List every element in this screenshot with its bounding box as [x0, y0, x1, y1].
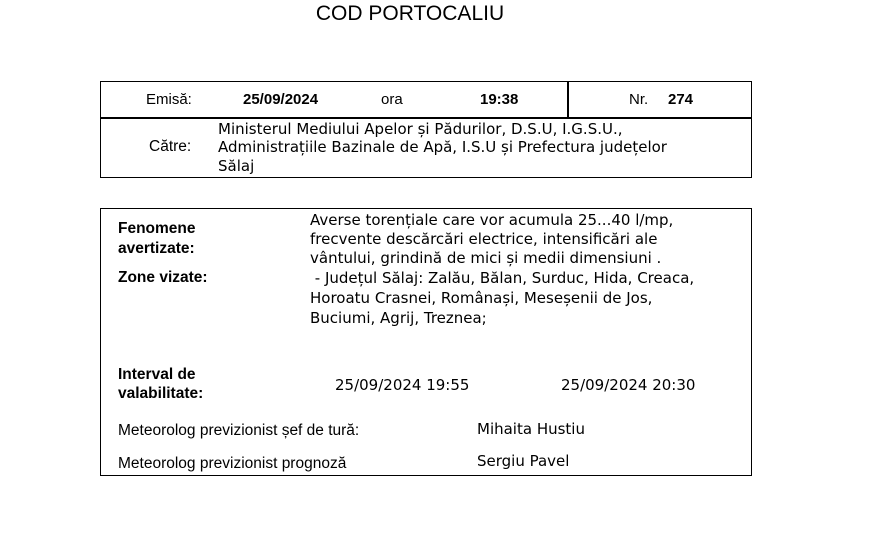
nr-value: 274	[668, 91, 694, 108]
interval-start: 25/09/2024 19:55	[335, 376, 470, 394]
sef-name: Mihaita Hustiu	[477, 420, 585, 438]
sef-label: Meteorolog previzionist șef de tură:	[118, 422, 360, 439]
nr-label: Nr.	[629, 91, 649, 108]
nr-divider	[567, 81, 569, 118]
interval-end: 25/09/2024 20:30	[561, 376, 696, 394]
catre-line-1: Ministerul Mediului Apelor și Pădurilor, D.S.U, I.G.S.U.,	[218, 120, 623, 138]
document-title: COD PORTOCALIU	[315, 2, 505, 25]
fenomene-label-1: Fenomene	[118, 220, 196, 237]
fenomene-line-1: Averse torențiale care vor acumula 25...40 l/mp,	[310, 211, 674, 229]
prognoza-label: Meteorolog previzionist prognoză	[118, 455, 347, 472]
header-divider	[100, 117, 752, 119]
catre-line-2: Administrațiile Bazinale de Apă, I.S.U și Prefectura județelor	[218, 138, 667, 156]
fenomene-line-3: vântului, grindină de mici și medii dimensiuni .	[310, 249, 662, 267]
prognoza-name: Sergiu Pavel	[477, 452, 570, 470]
catre-label: Către:	[149, 138, 192, 155]
catre-line-3: Sălaj	[218, 157, 255, 175]
fenomene-label-2: avertizate:	[118, 240, 195, 257]
zone-line-1: - Județul Sălaj: Zalău, Bălan, Surduc, Hida, Creaca,	[310, 269, 695, 287]
interval-label-1: Interval de	[118, 366, 196, 383]
zone-line-3: Buciumi, Agrij, Treznea;	[310, 309, 487, 327]
emisa-label: Emisă:	[146, 91, 192, 108]
fenomene-line-2: frecvente descărcări electrice, intensificări ale	[310, 230, 658, 248]
zone-line-2: Horoatu Crasnei, Românași, Meseșenii de Jos,	[310, 289, 653, 307]
interval-label-2: valabilitate:	[118, 385, 204, 402]
emisa-date: 25/09/2024	[243, 91, 319, 108]
zone-label: Zone vizate:	[118, 269, 208, 286]
ora-label: ora	[381, 91, 403, 108]
emisa-time: 19:38	[480, 91, 519, 108]
